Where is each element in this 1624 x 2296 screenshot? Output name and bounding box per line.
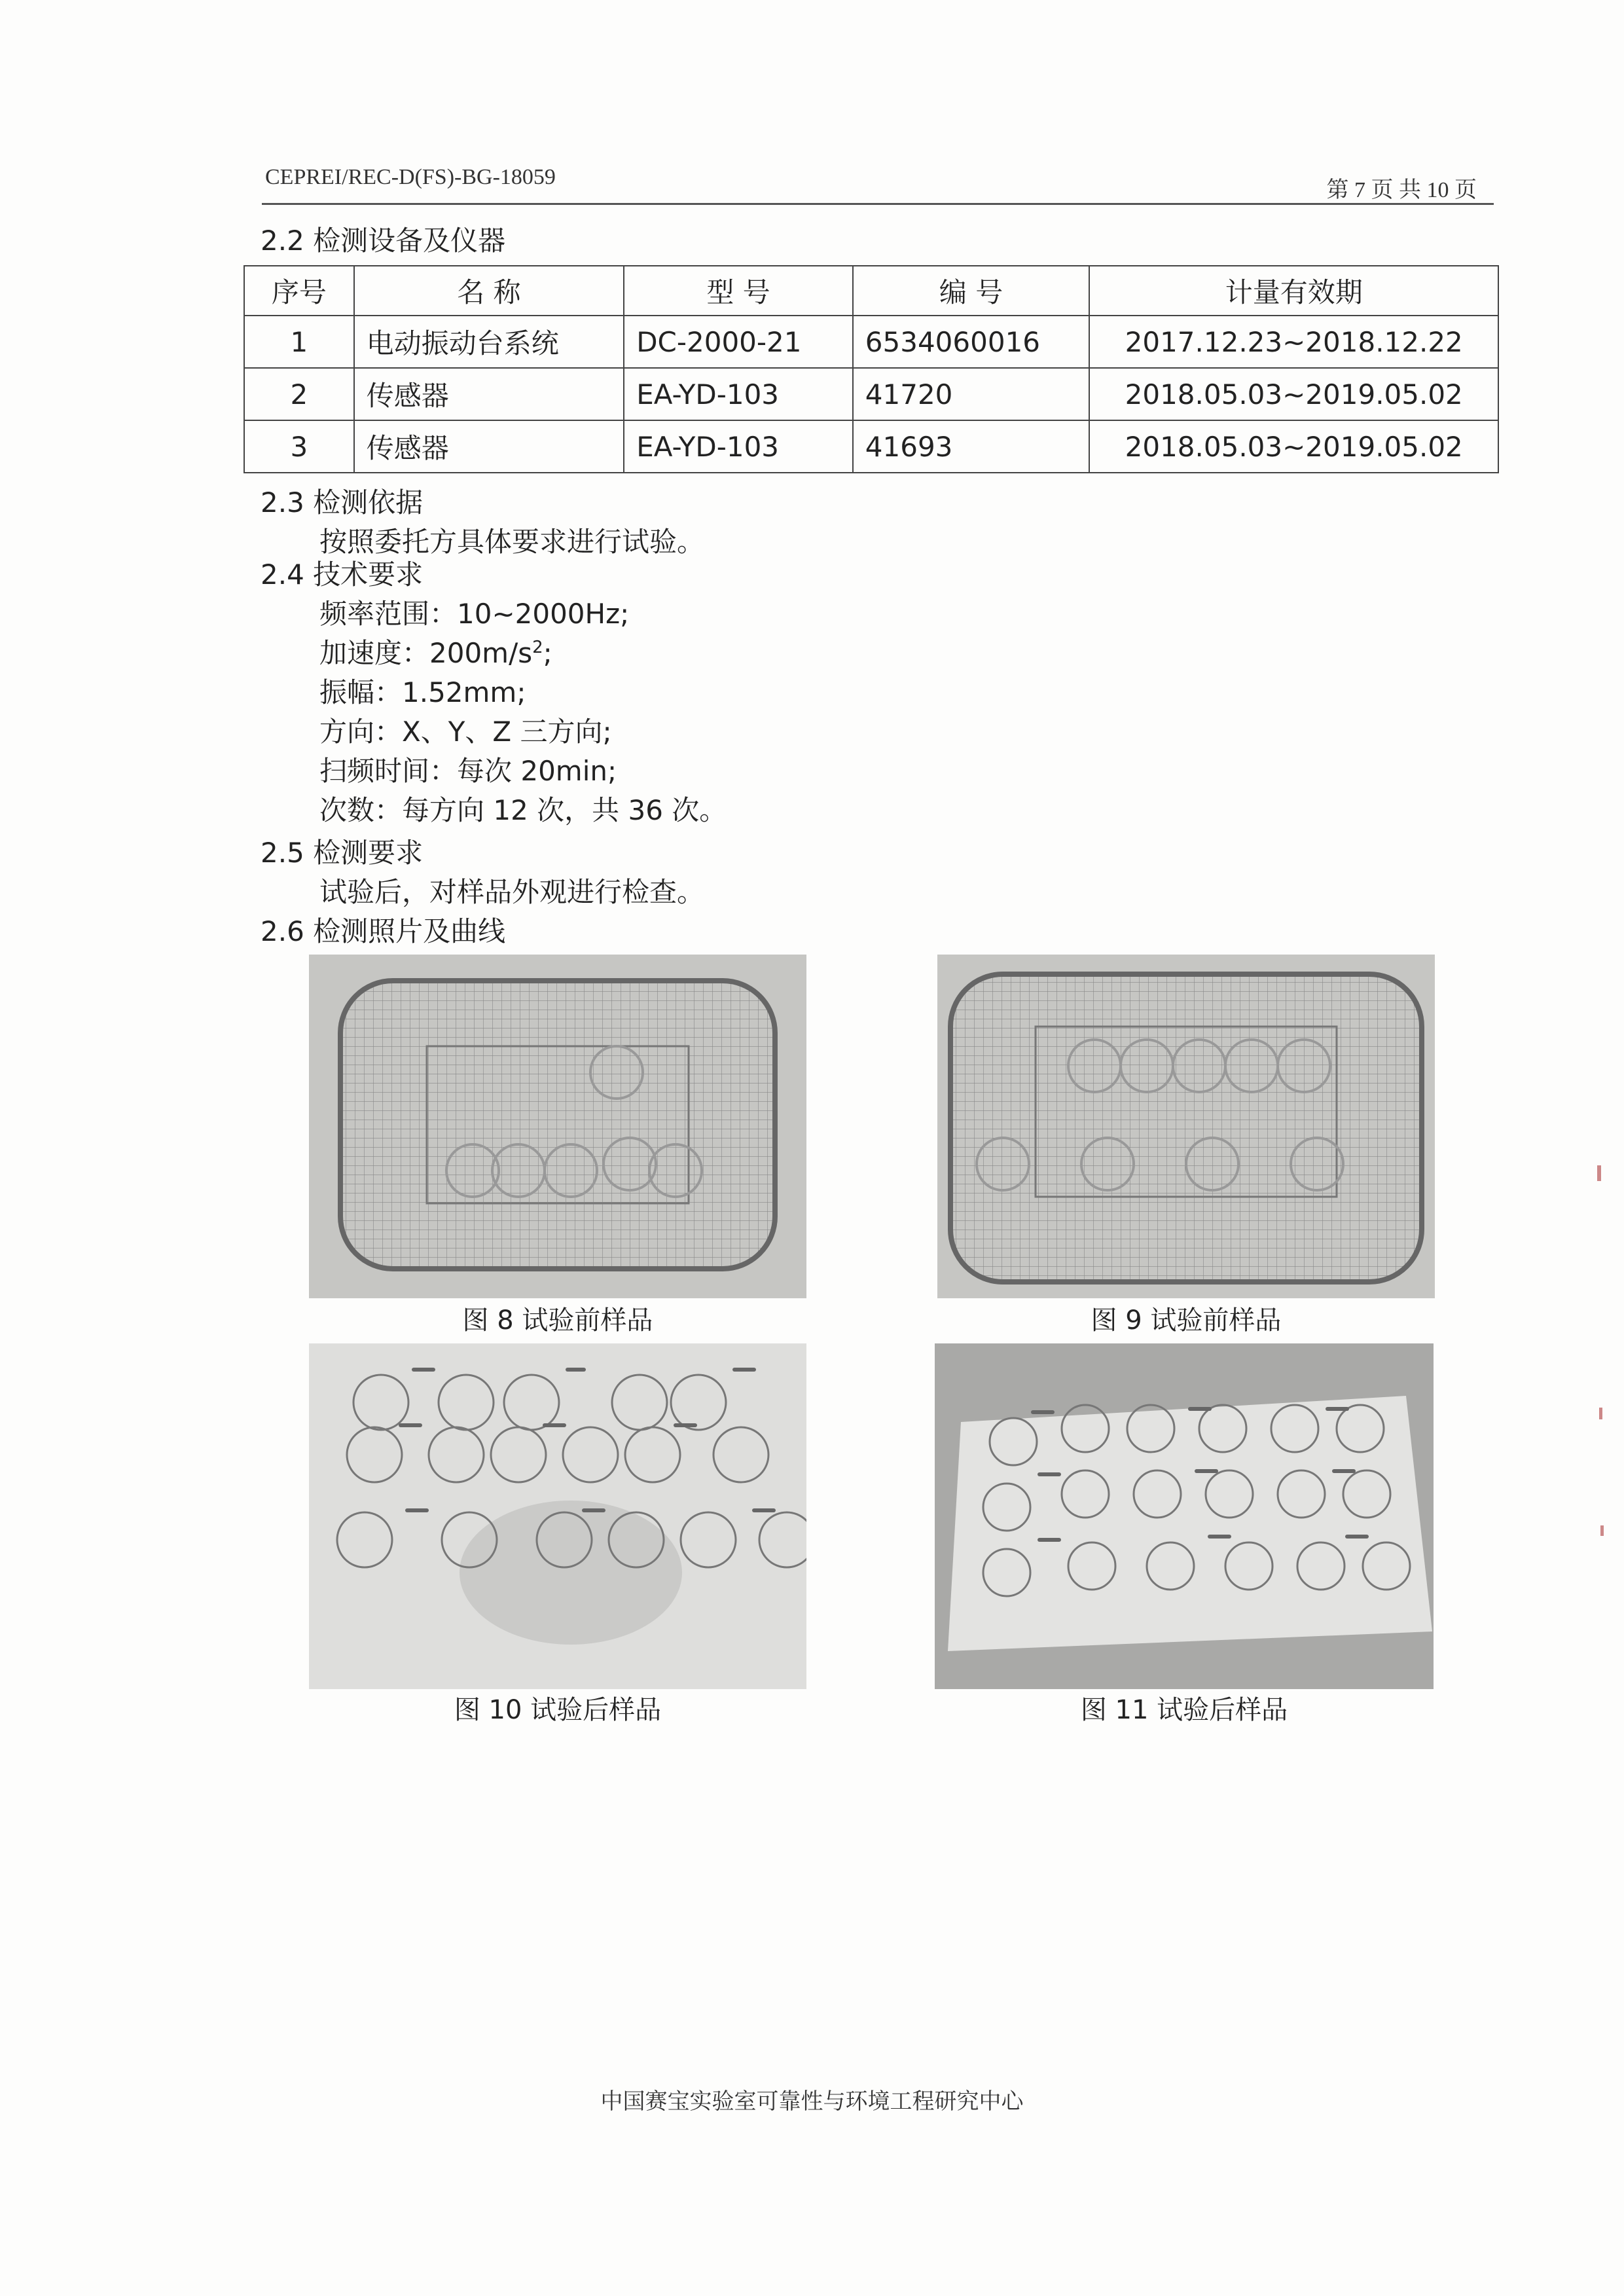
cell-no: 1 bbox=[244, 316, 354, 368]
figure-10-caption: 图 10 试验后样品 bbox=[454, 1695, 662, 1725]
cell-model: EA-YD-103 bbox=[624, 368, 853, 420]
basket-image bbox=[309, 955, 806, 1298]
section-2-5-title: 2.5 检测要求 bbox=[261, 837, 424, 869]
cell-serial: 6534060016 bbox=[853, 316, 1090, 368]
figure-8-photo bbox=[309, 955, 806, 1298]
cell-validity: 2018.05.03~2019.05.02 bbox=[1089, 368, 1498, 420]
section-2-2-title: 2.2 检测设备及仪器 bbox=[261, 225, 506, 257]
header-no: 序号 bbox=[244, 266, 354, 316]
header-model: 型 号 bbox=[624, 266, 853, 316]
basis-text: 按照委托方具体要求进行试验。 bbox=[319, 526, 705, 558]
scan-mark bbox=[1599, 1408, 1602, 1419]
cell-serial: 41720 bbox=[853, 368, 1090, 420]
footer-organization: 中国赛宝实验室可靠性与环境工程研究中心 bbox=[600, 2088, 1024, 2115]
scan-mark bbox=[1597, 1165, 1601, 1181]
req-acceleration-tail: ; bbox=[543, 637, 552, 669]
req-count: 次数：每方向 12 次，共 36 次。 bbox=[319, 794, 727, 826]
table-header-row bbox=[244, 266, 1498, 316]
cell-no: 3 bbox=[244, 420, 354, 473]
cell-name: 电动振动台系统 bbox=[354, 316, 624, 368]
cell-serial: 41693 bbox=[853, 420, 1090, 473]
req-sweep-time: 扫频时间：每次 20min; bbox=[319, 755, 617, 787]
scan-mark bbox=[1600, 1525, 1604, 1536]
figure-10-photo bbox=[309, 1343, 806, 1689]
table-row bbox=[244, 420, 1498, 473]
equipment-table bbox=[244, 265, 1499, 473]
header-validity: 计量有效期 bbox=[1089, 266, 1498, 316]
rings-image bbox=[309, 1343, 806, 1689]
figure-9-photo bbox=[937, 955, 1435, 1298]
figure-11-photo bbox=[935, 1343, 1434, 1689]
cell-model: EA-YD-103 bbox=[624, 420, 853, 473]
req-acceleration-text: 加速度：200m/s bbox=[319, 637, 533, 669]
basket-image bbox=[937, 955, 1435, 1298]
req-direction: 方向：X、Y、Z 三方向; bbox=[319, 716, 612, 748]
cell-name: 传感器 bbox=[354, 420, 624, 473]
table-row bbox=[244, 368, 1498, 420]
figure-9-caption: 图 9 试验前样品 bbox=[1091, 1305, 1282, 1336]
cell-model: DC-2000-21 bbox=[624, 316, 853, 368]
req-frequency: 频率范围：10~2000Hz; bbox=[319, 598, 630, 630]
table-row bbox=[244, 316, 1498, 368]
inspection-text: 试验后，对样品外观进行检查。 bbox=[319, 876, 705, 908]
header-name: 名 称 bbox=[354, 266, 624, 316]
header-serial: 编 号 bbox=[853, 266, 1090, 316]
cell-validity: 2017.12.23~2018.12.22 bbox=[1089, 316, 1498, 368]
cell-no: 2 bbox=[244, 368, 354, 420]
cell-name: 传感器 bbox=[354, 368, 624, 420]
req-acceleration-sup: 2 bbox=[532, 638, 543, 657]
section-2-6-title: 2.6 检测照片及曲线 bbox=[261, 915, 506, 947]
document-id: CEPREI/REC-D(FS)-BG-18059 bbox=[265, 165, 556, 189]
page-info: 第 7 页 共 10 页 bbox=[1326, 178, 1477, 202]
req-acceleration bbox=[319, 632, 552, 671]
figure-11-caption: 图 11 试验后样品 bbox=[1080, 1695, 1288, 1725]
section-2-4-title: 2.4 技术要求 bbox=[261, 558, 424, 591]
figure-8-caption: 图 8 试验前样品 bbox=[462, 1305, 653, 1336]
req-amplitude: 振幅：1.52mm; bbox=[319, 676, 526, 708]
header-divider bbox=[262, 203, 1494, 205]
section-2-3-title: 2.3 检测依据 bbox=[261, 486, 424, 519]
rings-image bbox=[935, 1343, 1434, 1689]
cell-validity: 2018.05.03~2019.05.02 bbox=[1089, 420, 1498, 473]
